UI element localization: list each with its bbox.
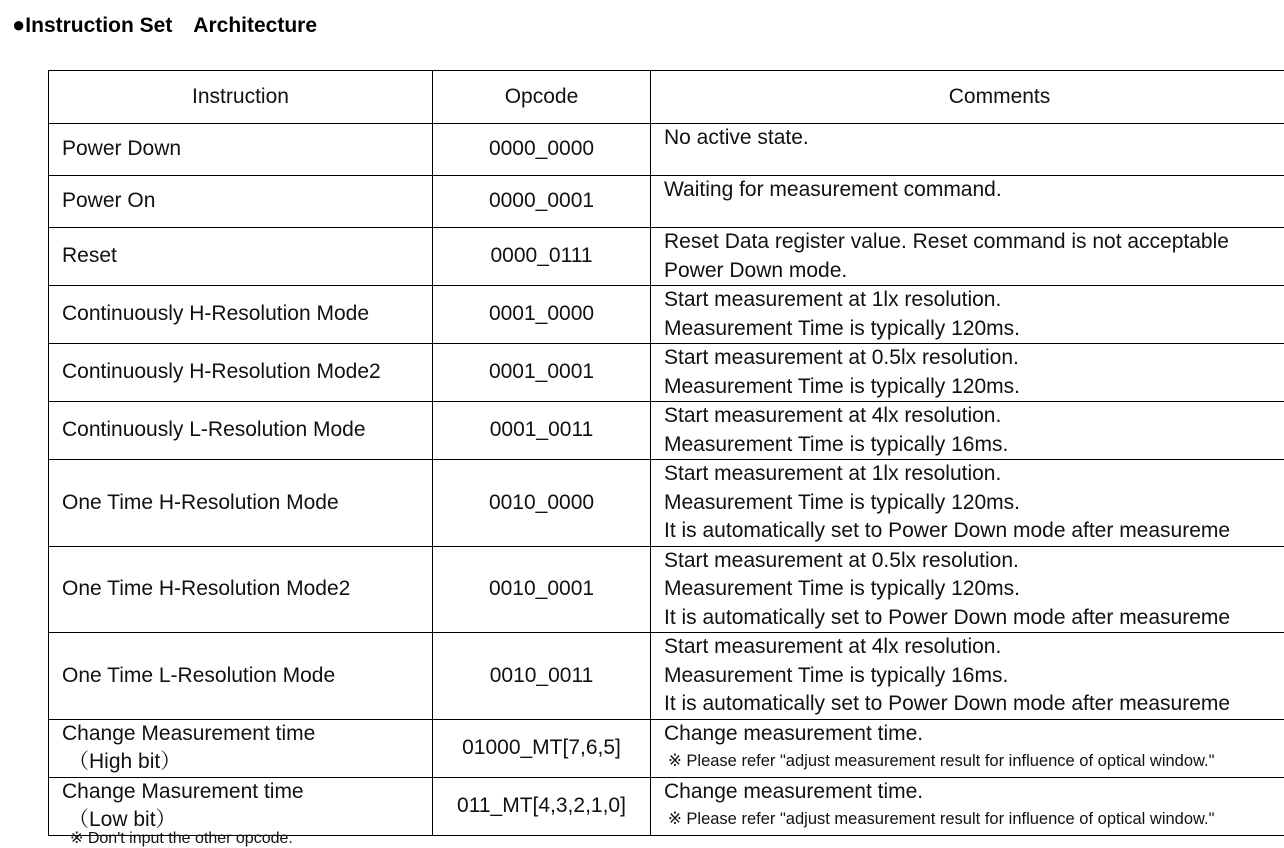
opcode-cell: 0001_0011 <box>433 402 651 460</box>
comments-cell <box>651 402 1284 460</box>
instruction-text: Change Measurement time <box>62 720 432 749</box>
comment-line: Change measurement time. <box>664 720 1284 749</box>
table-row <box>49 777 1284 835</box>
instruction-text: One Time H-Resolution Mode <box>62 489 432 518</box>
instruction-text: Power On <box>62 187 432 216</box>
comment-note: ※ Please refer "adjust measurement result for influence of optical window." <box>664 748 1284 774</box>
table-row <box>49 402 1284 460</box>
table-row <box>49 633 1284 720</box>
comment-line: No active state. <box>664 124 1284 153</box>
comment-line: Start measurement at 0.5lx resolution. <box>664 547 1284 576</box>
comments-cell <box>651 228 1284 286</box>
instruction-cell <box>49 124 433 176</box>
opcode-cell: 0001_0000 <box>433 286 651 344</box>
instruction-text: （Low bit） <box>62 806 432 835</box>
table-row <box>49 124 1284 176</box>
comment-line: Start measurement at 0.5lx resolution. <box>664 344 1284 373</box>
section-title <box>12 9 317 39</box>
instruction-cell <box>49 402 433 460</box>
comment-line: Measurement Time is typically 120ms. <box>664 373 1284 402</box>
column-header-opcode: Opcode <box>433 71 651 124</box>
opcode-cell: 0000_0001 <box>433 176 651 228</box>
instruction-cell <box>49 546 433 633</box>
table-row <box>49 719 1284 777</box>
comments-cell <box>651 633 1284 720</box>
comments-cell <box>651 344 1284 402</box>
comments-cell <box>651 176 1284 228</box>
comments-cell <box>651 777 1284 835</box>
instruction-text: Continuously H-Resolution Mode2 <box>62 358 432 387</box>
comment-line: Measurement Time is typically 120ms. <box>664 575 1284 604</box>
opcode-cell: 0000_0111 <box>433 228 651 286</box>
column-header-instruction: Instruction <box>49 71 433 124</box>
comment-line: Start measurement at 4lx resolution. <box>664 633 1284 662</box>
comment-line: Measurement Time is typically 120ms. <box>664 315 1284 344</box>
instruction-cell <box>49 633 433 720</box>
instruction-cell <box>49 777 433 835</box>
bullet-icon: ● <box>12 12 25 37</box>
table-row <box>49 176 1284 228</box>
opcode-cell: 0001_0001 <box>433 344 651 402</box>
table-header-row <box>49 71 1284 124</box>
comment-note: ※ Please refer "adjust measurement result for influence of optical window." <box>664 806 1284 832</box>
table-row <box>49 228 1284 286</box>
table-row <box>49 344 1284 402</box>
comment-line: Measurement Time is typically 16ms. <box>664 662 1284 691</box>
comment-line: Power Down mode. <box>664 257 1284 286</box>
opcode-cell: 01000_MT[7,6,5] <box>433 719 651 777</box>
comments-cell <box>651 460 1284 547</box>
comment-line: Change measurement time. <box>664 778 1284 807</box>
comment-line: Reset Data register value. Reset command is not acceptable <box>664 228 1284 257</box>
instruction-text: Change Masurement time <box>62 778 432 807</box>
instruction-cell <box>49 228 433 286</box>
table-row <box>49 286 1284 344</box>
comment-line: Start measurement at 1lx resolution. <box>664 460 1284 489</box>
table-row <box>49 460 1284 547</box>
instruction-text: Reset <box>62 242 432 271</box>
comment-line: Measurement Time is typically 16ms. <box>664 431 1284 460</box>
comments-cell <box>651 286 1284 344</box>
comment-line: It is automatically set to Power Down mode after measureme <box>664 517 1284 546</box>
opcode-cell: 0010_0011 <box>433 633 651 720</box>
opcode-cell: 0010_0000 <box>433 460 651 547</box>
comment-line: Waiting for measurement command. <box>664 176 1284 205</box>
instruction-text: Continuously H-Resolution Mode <box>62 300 432 329</box>
table-body <box>49 124 1284 836</box>
comments-cell <box>651 546 1284 633</box>
instruction-text: One Time L-Resolution Mode <box>62 662 432 691</box>
column-header-comments: Comments <box>651 71 1284 124</box>
opcode-cell: 011_MT[4,3,2,1,0] <box>433 777 651 835</box>
comment-line: Start measurement at 4lx resolution. <box>664 402 1284 431</box>
comment-line: It is automatically set to Power Down mode after measureme <box>664 690 1284 719</box>
opcode-cell: 0000_0000 <box>433 124 651 176</box>
instruction-text: One Time H-Resolution Mode2 <box>62 575 432 604</box>
instruction-set-table <box>48 70 1284 836</box>
instruction-text: Power Down <box>62 135 432 164</box>
table-row <box>49 546 1284 633</box>
comments-cell <box>651 124 1284 176</box>
instruction-text: Continuously L-Resolution Mode <box>62 416 432 445</box>
instruction-text: （High bit） <box>62 748 432 777</box>
comment-line: Measurement Time is typically 120ms. <box>664 489 1284 518</box>
section-title-text: Instruction Set Architecture <box>25 14 317 37</box>
instruction-cell <box>49 176 433 228</box>
opcode-cell: 0010_0001 <box>433 546 651 633</box>
comments-cell <box>651 719 1284 777</box>
instruction-cell <box>49 344 433 402</box>
instruction-cell <box>49 719 433 777</box>
instruction-cell <box>49 286 433 344</box>
comment-line: Start measurement at 1lx resolution. <box>664 286 1284 315</box>
comment-line: It is automatically set to Power Down mode after measureme <box>664 604 1284 633</box>
instruction-cell <box>49 460 433 547</box>
footnote: ※ Don't input the other opcode. <box>70 828 293 848</box>
